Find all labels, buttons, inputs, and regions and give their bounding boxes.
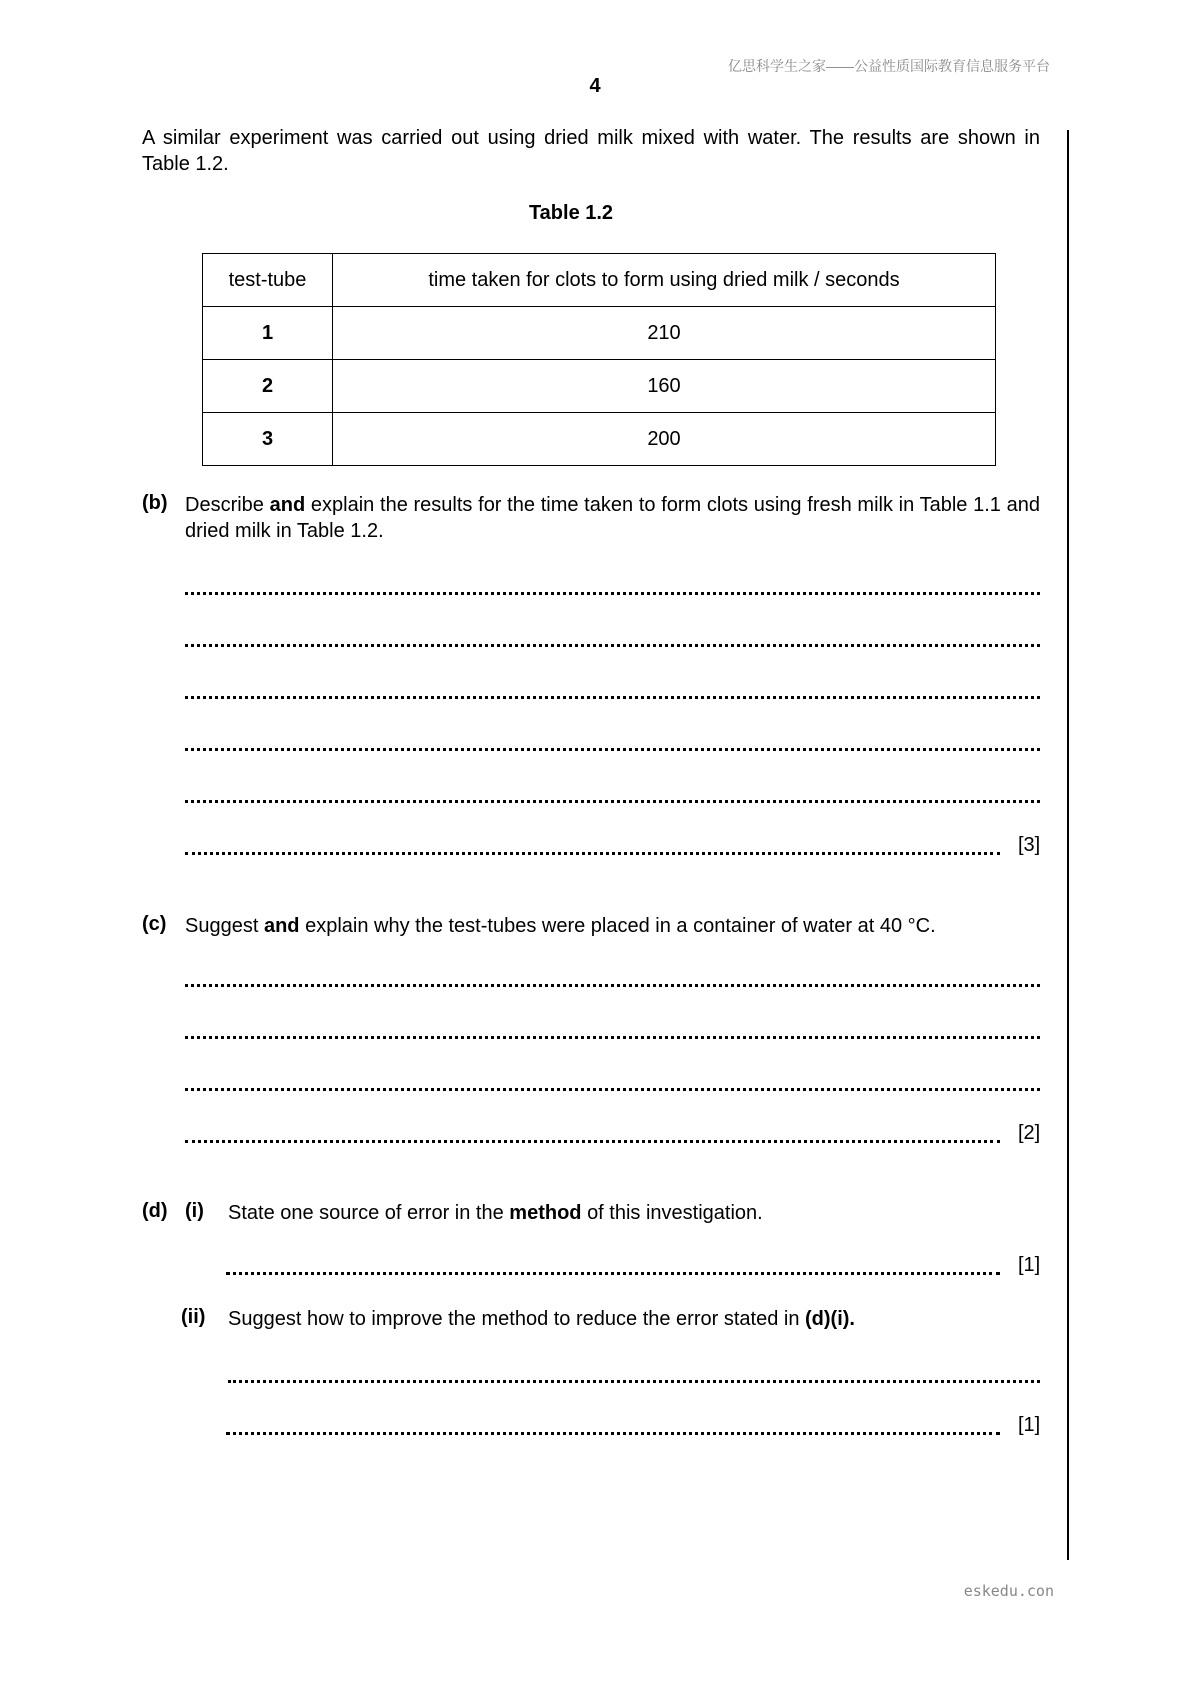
cell-time: 160 (333, 360, 996, 413)
answer-line-c2[interactable] (185, 1036, 1040, 1039)
question-c-label: (c) (142, 913, 167, 935)
results-table (202, 253, 996, 466)
margin-line (1067, 130, 1069, 1560)
question-b-text-1: Describe (185, 494, 264, 516)
cell-tube: 3 (203, 413, 333, 466)
cell-tube: 2 (203, 360, 333, 413)
answer-line-d-ii-1[interactable] (228, 1380, 1040, 1383)
question-d-ii-text-1: Suggest how to improve the method to reduce the error stated in (228, 1308, 800, 1330)
question-b-text (185, 492, 1040, 544)
answer-line-c4[interactable] (185, 1140, 1000, 1143)
answer-line-b5[interactable] (185, 800, 1040, 803)
question-d-i-label: (i) (185, 1200, 204, 1222)
question-b-mark: [3] (1018, 834, 1041, 856)
question-d-i-text-2: of this investigation. (587, 1202, 763, 1224)
question-d-ii-bold: (d)(i). (805, 1308, 855, 1330)
question-d-ii-label: (ii) (181, 1306, 206, 1328)
answer-line-b4[interactable] (185, 748, 1040, 751)
page-number: 4 (589, 75, 601, 97)
answer-line-d-i[interactable] (226, 1272, 1000, 1275)
question-c-text (185, 913, 1040, 939)
answer-line-c1[interactable] (185, 984, 1040, 987)
question-c-mark: [2] (1018, 1122, 1041, 1144)
cell-tube: 1 (203, 307, 333, 360)
answer-line-c3[interactable] (185, 1088, 1040, 1091)
header-watermark: 亿思科学生之家——公益性质国际教育信息服务平台 (728, 58, 1050, 74)
question-d-ii-mark: [1] (1018, 1414, 1041, 1436)
question-d-i-text (228, 1200, 1040, 1226)
question-d-ii-text (228, 1306, 1040, 1332)
question-d-i-mark: [1] (1018, 1254, 1041, 1276)
question-c-bold: and (263, 915, 300, 937)
header-time: time taken for clots to form using dried milk / seconds (333, 254, 996, 307)
question-b-label: (b) (142, 492, 168, 514)
question-c-text-2: explain why the test-tubes were placed in a container of water at 40 °C. (305, 915, 936, 937)
answer-line-b6[interactable] (185, 852, 1000, 855)
table-row (203, 307, 996, 360)
cell-time: 200 (333, 413, 996, 466)
question-d-i-bold: method (509, 1202, 582, 1224)
cell-time: 210 (333, 307, 996, 360)
answer-line-b3[interactable] (185, 696, 1040, 699)
table-header-row (203, 254, 996, 307)
header-test-tube: test-tube (203, 254, 333, 307)
answer-line-b2[interactable] (185, 644, 1040, 647)
answer-line-d-ii-2[interactable] (226, 1432, 1000, 1435)
table-row (203, 413, 996, 466)
answer-line-b1[interactable] (185, 592, 1040, 595)
question-d-i-text-1: State one source of error in the (228, 1202, 504, 1224)
table-row (203, 360, 996, 413)
question-b-text-2: explain the results for the time taken to form clots using fresh milk in Table 1.1 and dried milk in Table 1.2. (185, 494, 1040, 542)
question-c-text-1: Suggest (185, 915, 259, 937)
footer-watermark: eskedu.con (963, 1582, 1054, 1600)
question-d-label: (d) (142, 1200, 168, 1222)
intro-paragraph: A similar experiment was carried out using dried milk mixed with water. The results are shown in Table 1.2. (142, 127, 1040, 175)
table-title: Table 1.2 (528, 202, 614, 224)
question-b-bold: and (269, 494, 306, 516)
